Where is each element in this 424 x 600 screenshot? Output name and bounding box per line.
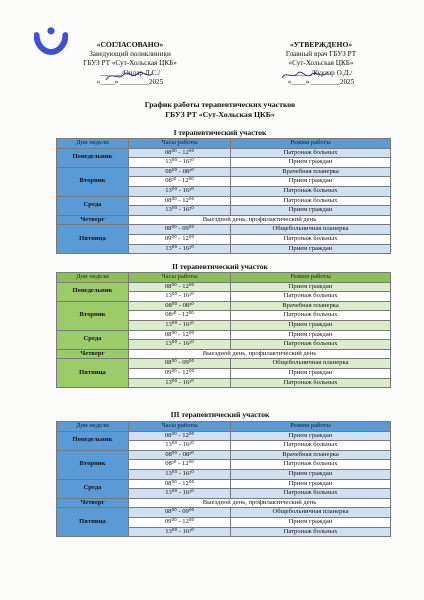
table-row [57, 359, 391, 369]
hours-cell: 13⁰⁰ - 16²⁰ [129, 158, 231, 168]
mode-cell: Прием граждан [231, 177, 391, 187]
section-title-1: I терапевтический участок [173, 128, 267, 137]
approval-org: «Сут-Хольская ЦКБ» [288, 59, 354, 68]
hours-cell: 13⁰⁰ - 16²⁰ [129, 206, 231, 216]
hours-cell: 13⁰⁰ - 16²⁰ [129, 244, 231, 254]
day-cell: Понедельник [57, 431, 129, 450]
day-cell: Среда [57, 479, 129, 498]
column-header-hours: Часы работы [129, 139, 231, 149]
table-row [57, 479, 391, 489]
approval-signer: /Куулар О.Д./ [311, 68, 353, 77]
hours-cell: 08⁰⁰ - 12⁰⁰ [129, 431, 231, 441]
mode-cell: Патронаж больных [231, 148, 391, 158]
mode-cell: Прием граждан [231, 206, 391, 216]
day-cell: Пятница [57, 359, 129, 388]
mode-cell: Прием граждан [231, 158, 391, 168]
mode-cell: Прием граждан [231, 330, 391, 340]
approval-signer: /Ондар Л.С./ [121, 68, 161, 77]
table-row [57, 508, 391, 518]
table-row [57, 225, 391, 235]
table-row [57, 330, 391, 340]
approval-title: «СОГЛАСОВАНО» [96, 40, 164, 49]
table-row [57, 498, 391, 508]
table-row [57, 282, 391, 292]
hours-cell: 13⁰⁰ - 16²⁰ [129, 441, 231, 451]
approval-signature-line: ______/Куулар О.Д./ [289, 68, 353, 77]
hours-cell: 08³⁰ - 12⁰⁰ [129, 311, 231, 321]
column-header-mode: Режим работы [231, 422, 391, 432]
schedule-table-3 [56, 421, 391, 537]
table-header-row [57, 139, 391, 149]
mode-cell: Прием граждан [231, 282, 391, 292]
hours-cell: 13⁰⁰ - 16²⁰ [129, 186, 231, 196]
mode-cell: Прием граждан [231, 431, 391, 441]
approval-title: «УТВЕРЖДЕНО» [289, 40, 353, 49]
hours-cell: 13⁰⁰ - 16²⁰ [129, 489, 231, 499]
table-row [57, 450, 391, 460]
table-row [57, 148, 391, 158]
hours-cell: 08⁰⁰ - 08³⁰ [129, 301, 231, 311]
hours-cell: 08⁰⁰ - 12⁰⁰ [129, 282, 231, 292]
heart-logo-icon [34, 26, 68, 56]
day-cell: Вторник [57, 167, 129, 196]
hours-cell: 13⁰⁰ - 16²⁰ [129, 320, 231, 330]
mode-cell: Патронаж больных [231, 489, 391, 499]
hours-cell: 13⁰⁰ - 16²⁰ [129, 527, 231, 537]
hours-cell: 08⁰⁰ - 09⁰⁰ [129, 359, 231, 369]
document-title [60, 100, 380, 120]
column-header-hours: Часы работы [129, 273, 231, 283]
mode-cell: Выездной день, профилактический день [129, 349, 391, 359]
day-cell: Пятница [57, 508, 129, 537]
signature-scribble-right [280, 68, 330, 84]
signature-scribble-left [104, 68, 154, 84]
mode-cell: Общебольничная планерка [231, 359, 391, 369]
table-row [57, 431, 391, 441]
mode-cell: Выездной день, профилактический день [129, 498, 391, 508]
table-row [57, 167, 391, 177]
section-title-2: II терапевтический участок [172, 262, 268, 271]
day-cell: Вторник [57, 301, 129, 330]
day-cell: Вторник [57, 450, 129, 479]
section-title-3: III терапевтический участок [170, 410, 270, 419]
table-row [57, 349, 391, 359]
hours-cell: 09⁰⁰ - 12⁰⁰ [129, 517, 231, 527]
mode-cell: Прием граждан [231, 479, 391, 489]
mode-cell: Патронаж больных [231, 441, 391, 451]
mode-cell: Прием граждан [231, 517, 391, 527]
day-cell: Понедельник [57, 282, 129, 301]
day-cell: Среда [57, 330, 129, 349]
table-header-row [57, 422, 391, 432]
approval-position: Заведующий поликлиники [89, 49, 171, 58]
hours-cell: 08⁰⁰ - 09⁰⁰ [129, 508, 231, 518]
hours-cell: 13⁰⁰ - 16²⁰ [129, 340, 231, 350]
mode-cell: Прием граждан [231, 244, 391, 254]
hours-cell: 13⁰⁰ - 16²⁰ [129, 378, 231, 388]
mode-cell: Прием граждан [231, 320, 391, 330]
mode-cell: Патронаж больных [231, 186, 391, 196]
table-row [57, 196, 391, 206]
table-header-row [57, 273, 391, 283]
day-cell: Среда [57, 196, 129, 215]
hours-cell: 08⁰⁰ - 12⁰⁰ [129, 330, 231, 340]
document-title-line1: График работы терапевтических участков [144, 100, 296, 109]
mode-cell: Выездной день, профилактический день [129, 215, 391, 225]
approval-date: «____» ________2025 [96, 78, 164, 87]
table-row [57, 301, 391, 311]
hours-cell: 09⁰⁰ - 12⁰⁰ [129, 368, 231, 378]
hours-cell: 08⁰⁰ - 08³⁰ [129, 450, 231, 460]
column-header-mode: Режим работы [231, 139, 391, 149]
mode-cell: Патронаж больных [231, 378, 391, 388]
mode-cell: Прием граждан [231, 368, 391, 378]
approval-position: Главный врач ГБУЗ РТ [285, 49, 357, 58]
mode-cell: Патронаж больных [231, 292, 391, 302]
mode-cell: Патронаж больных [231, 527, 391, 537]
hours-cell: 08³⁰ - 12⁰⁰ [129, 177, 231, 187]
table-row [57, 215, 391, 225]
mode-cell: Прием граждан [231, 469, 391, 479]
mode-cell: Общебольничная планерка [231, 225, 391, 235]
mode-cell: Патронаж больных [231, 234, 391, 244]
hours-cell: 09⁰⁰ - 12⁰⁰ [129, 234, 231, 244]
approval-signature-line: ______/Ондар Л.С./ [99, 68, 161, 77]
column-header-day: Дни недели [57, 139, 129, 149]
column-header-day: Дни недели [57, 422, 129, 432]
day-cell: Четверг [57, 215, 129, 225]
document-title-line2: ГБУЗ РТ «Сут-Хольская ЦКБ» [165, 110, 275, 119]
mode-cell: Патронаж больных [231, 340, 391, 350]
mode-cell: Патронаж больных [231, 196, 391, 206]
schedule-table-1 [56, 138, 391, 254]
column-header-day: Дни недели [57, 273, 129, 283]
day-cell: Четверг [57, 349, 129, 359]
hours-cell: 08⁰⁰ - 12⁰⁰ [129, 148, 231, 158]
mode-cell: Врачебная планерка [231, 301, 391, 311]
hours-cell: 08⁰⁰ - 12⁰⁰ [129, 479, 231, 489]
mode-cell: Патронаж больных [231, 460, 391, 470]
hours-cell: 08³⁰ - 12⁰⁰ [129, 460, 231, 470]
day-cell: Четверг [57, 498, 129, 508]
column-header-mode: Режим работы [231, 273, 391, 283]
schedule-table-2 [56, 272, 391, 388]
day-cell: Пятница [57, 225, 129, 254]
hours-cell: 13⁰⁰ - 16²⁰ [129, 469, 231, 479]
mode-cell: Врачебная планерка [231, 450, 391, 460]
approval-org: ГБУЗ РТ «Сут-Хольская ЦКБ» [83, 59, 177, 68]
mode-cell: Врачебная планерка [231, 167, 391, 177]
approval-date: «____» ________2025 [287, 78, 355, 87]
mode-cell: Патронаж больных [231, 311, 391, 321]
hours-cell: 08⁰⁰ - 12⁰⁰ [129, 196, 231, 206]
hours-cell: 13⁰⁰ - 16²⁰ [129, 292, 231, 302]
hours-cell: 08⁰⁰ - 09⁰⁰ [129, 225, 231, 235]
column-header-hours: Часы работы [129, 422, 231, 432]
mode-cell: Общебольничная планерка [231, 508, 391, 518]
hours-cell: 08⁰⁰ - 08³⁰ [129, 167, 231, 177]
day-cell: Понедельник [57, 148, 129, 167]
